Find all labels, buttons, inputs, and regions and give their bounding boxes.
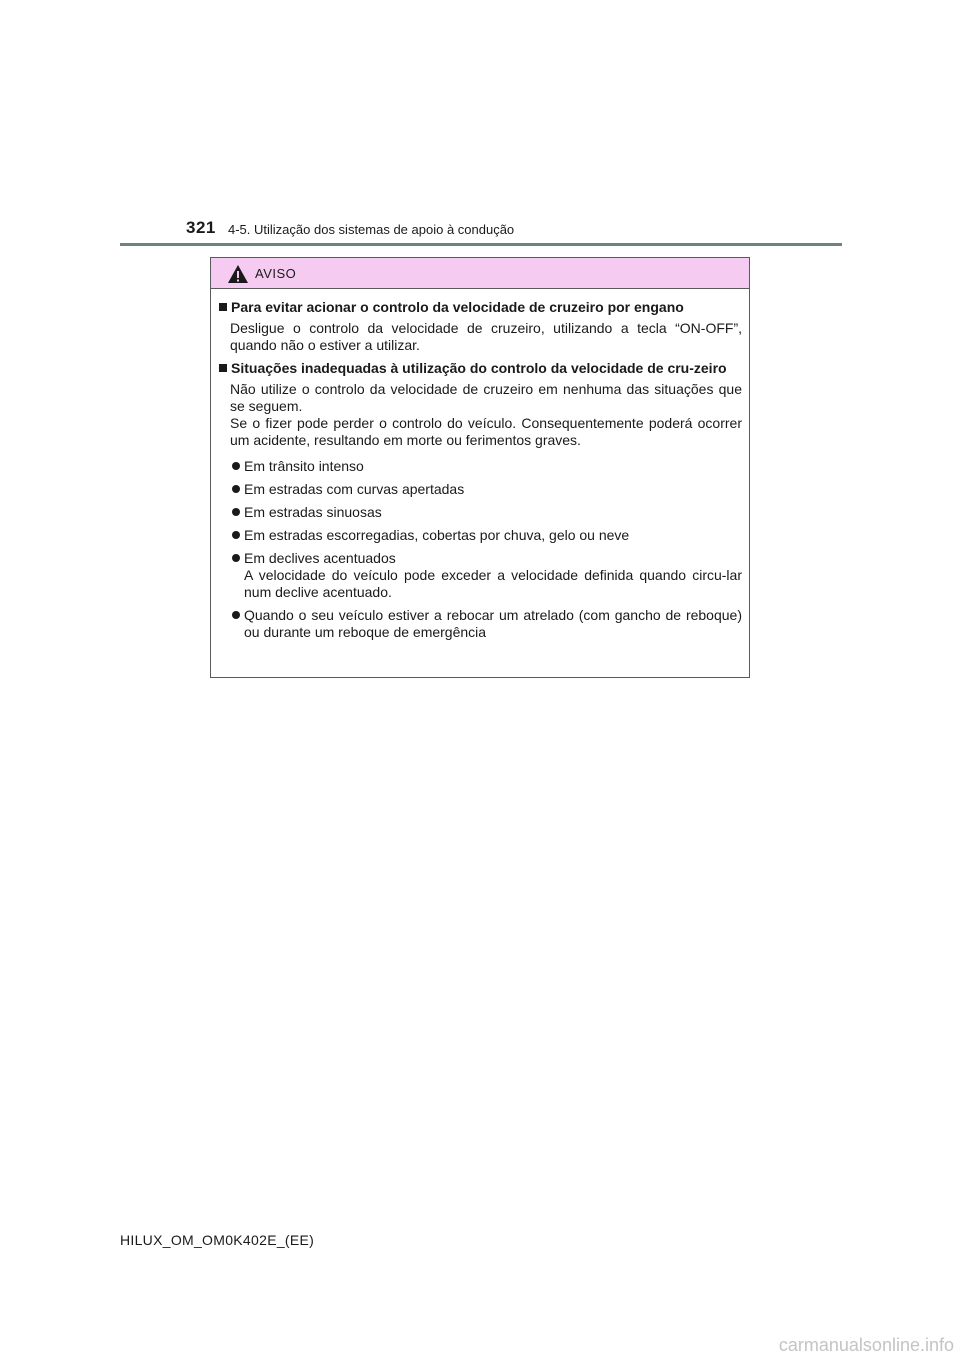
header-rule — [120, 243, 842, 246]
section-heading — [218, 299, 742, 316]
list-item-note: A velocidade do veículo pode exceder a velocidade definida quando circu-lar num declive acentuado. — [244, 567, 742, 600]
section-heading — [218, 360, 742, 377]
list-item-text: Em estradas escorregadias, cobertas por chuva, gelo ou neve — [244, 527, 630, 543]
warning-content — [211, 289, 749, 641]
list-item-body — [244, 550, 742, 601]
round-bullet-icon — [232, 508, 240, 516]
warning-section — [218, 360, 742, 641]
section-heading-text: Para evitar acionar o controlo da velocidade de cruzeiro por engano — [231, 299, 684, 315]
watermark: carmanualsonline.info — [778, 1335, 954, 1355]
warning-section — [218, 299, 742, 354]
square-bullet-icon — [219, 303, 227, 311]
warning-triangle-icon — [227, 264, 249, 284]
section-title: 4-5. Utilização dos sistemas de apoio à condução — [228, 222, 515, 237]
section-paragraph: Desligue o controlo da velocidade de cruzeiro, utilizando a tecla “ON-OFF”, quando não o estiver a utilizar. — [230, 320, 742, 353]
footer-doc-code: HILUX_OM_OM0K402E_(EE) — [120, 1232, 315, 1248]
section-paragraph: Não utilize o controlo da velocidade de cruzeiro em nenhuma das situações que se seguem. — [230, 381, 742, 414]
list-item — [232, 550, 742, 601]
section-paragraph: Se o fizer pode perder o controlo do veículo. Consequentemente poderá ocorrer um acidente, resultando em morte ou ferimentos graves. — [230, 415, 742, 448]
square-bullet-icon — [219, 364, 227, 372]
list-item — [232, 527, 742, 544]
list-item-text: Em estradas sinuosas — [244, 504, 382, 520]
bullet-list — [218, 458, 742, 641]
list-item-text: Em trânsito intenso — [244, 458, 364, 474]
section-heading-text: Situações inadequadas à utilização do controlo da velocidade de cru-zeiro — [231, 360, 727, 376]
list-item — [232, 481, 742, 498]
list-item — [232, 607, 742, 641]
warning-header — [211, 258, 749, 289]
round-bullet-icon — [232, 531, 240, 539]
round-bullet-icon — [232, 485, 240, 493]
page-number: 321 — [186, 218, 216, 237]
round-bullet-icon — [232, 462, 240, 470]
warning-box — [210, 257, 750, 678]
list-item — [232, 458, 742, 475]
round-bullet-icon — [232, 611, 240, 619]
round-bullet-icon — [232, 554, 240, 562]
list-item-text: Quando o seu veículo estiver a rebocar um atrelado (com gancho de reboque) ou durante um reboque de emergência — [244, 607, 742, 640]
list-item — [232, 504, 742, 521]
list-item-text: Em estradas com curvas apertadas — [244, 481, 465, 497]
warning-title: AVISO — [255, 265, 297, 281]
list-item-text: Em declives acentuados — [244, 550, 396, 566]
